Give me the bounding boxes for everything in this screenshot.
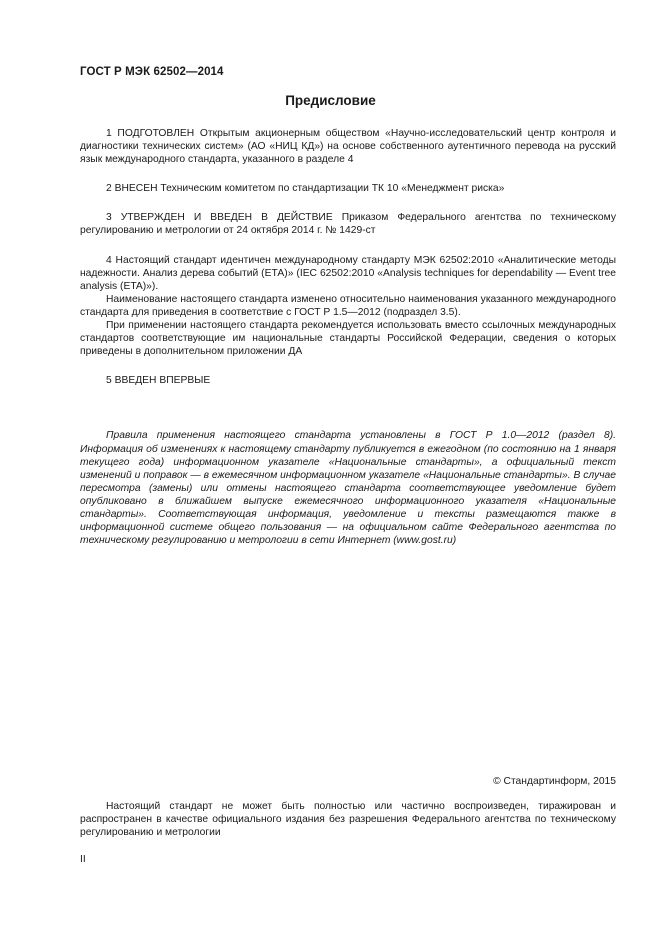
preface-item-4-reference-note: При применении настоящего стандарта рекомендуется использовать вместо ссылочных международных стандартов соответствующие им национальные стандарты Российской Федерации, сведения о которых приведены в дополнительном приложении ДА bbox=[80, 320, 616, 358]
page-number: II bbox=[80, 854, 86, 865]
preface-body bbox=[80, 127, 616, 547]
preface-item-5: 5 ВВЕДЕН ВПЕРВЫЕ bbox=[106, 375, 211, 387]
section-title: Предисловие bbox=[285, 93, 376, 108]
preface-item-4: 4 Настоящий стандарт идентичен международному стандарту МЭК 62502:2010 «Аналитические методы надежности. Анализ дерева событий (ЕТА)» (IEC 62502:2010 «Analysis techniques for dependability — Event tree analysis (ETA)»). bbox=[80, 254, 616, 292]
preface-item-4-title-note: Наименование настоящего стандарта изменено относительно наименования указанного международного стандарта для приведения в соответствие с ГОСТ Р 1.5—2012 (подраздел 3.5). bbox=[80, 293, 616, 318]
document-code-header: ГОСТ Р МЭК 62502—2014 bbox=[80, 66, 224, 78]
preface-item-3: 3 УТВЕРЖДЕН И ВВЕДЕН В ДЕЙСТВИЕ Приказом Федерального агентства по техническому регулированию и метрологии от 24 октября 2014 г. № 1429-ст bbox=[80, 212, 616, 237]
reproduction-notice: Настоящий стандарт не может быть полностью или частично воспроизведен, тиражирован и распространен в качестве официального издания без разрешения Федерального агентства по техническому регулированию и метрологии bbox=[80, 801, 616, 839]
preface-item-2: 2 ВНЕСЕН Техническим комитетом по стандартизации ТК 10 «Менеджмент риска» bbox=[106, 183, 505, 195]
preface-item-1: 1 ПОДГОТОВЛЕН Открытым акционерным обществом «Научно-исследовательский центр контроля и диагностики технических систем» (АО «НИЦ КД») на основе собственного аутентичного перевода на русский язык международного стандарта, указанного в разделе 4 bbox=[80, 128, 616, 166]
application-rules-notice: Правила применения настоящего стандарта установлены в ГОСТ Р 1.0—2012 (раздел 8). Информация об изменениях к настоящему стандарту публикуется в ежегодном (по состоянию на 1 января текущего года) информационном указателе «Национальные стандарты», а официальный текст изменений и поправок — в ежемесячном информационном указателе «Национальные стандарты». В случае пересмотра (замены) или отмены настоящего стандарта соответствующее уведомление будет опубликовано в ближайшем выпуске ежемесячного информационного указателя «Национальные стандарты». Соответствующая информация, уведомление и тексты размещаются также в информационной системе общего пользования — на официальном сайте Федерального агентства по техническому регулированию и метрологии в сети Интернет (www.gost.ru) bbox=[80, 430, 616, 547]
copyright-line: © Стандартинформ, 2015 bbox=[493, 776, 616, 787]
